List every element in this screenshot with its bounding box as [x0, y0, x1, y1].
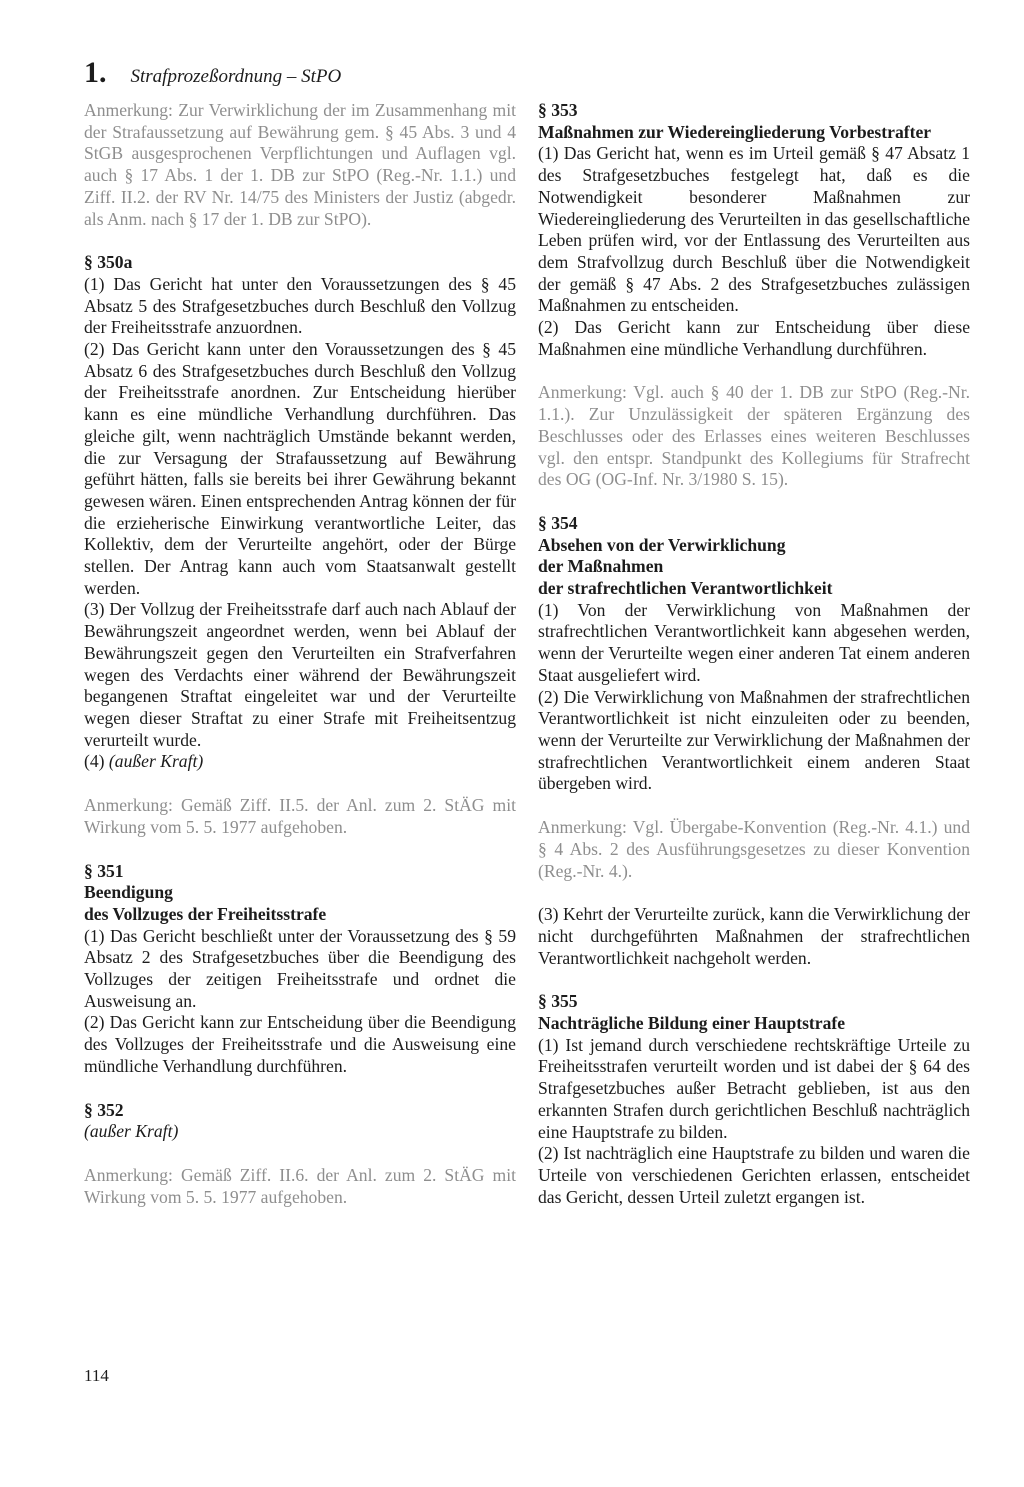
section-353: [538, 100, 970, 360]
paragraph: (1) Ist jemand durch verschiedene rechtskräftige Urteile zu Freiheitsstrafen verurteilt worden und ist dabei der § 64 des Strafgesetzbuches außer Betracht geblieben, ist aus den erkannten Strafen durch gerichtlichen Beschluß nachträglich eine Hauptstrafe zu bilden.: [538, 1034, 970, 1142]
paragraph: (1) Das Gericht hat unter den Voraussetzungen des § 45 Absatz 5 des Strafgesetzbuches durch Beschluß den Vollzug der Freiheitsstrafe anzuordnen.: [84, 273, 516, 338]
chapter-title: Strafprozeßordnung – StPO: [130, 66, 342, 87]
chapter-number: 1.: [84, 56, 107, 89]
paragraph: (1) Das Gericht hat, wenn es im Urteil gemäß § 47 Absatz 1 des Strafgesetzbuches festgelegt hat, daß es die Notwendigkeit besonderer Maßnahmen zur Wiedereingliederung des Verurteilten in das gesellschaftliche Leben prüfen wird, vor der Entlassung des Verurteilten aus dem Strafvollzug durch Beschluß über die Notwendigkeit der gemäß § 47 Abs. 2 des Strafgesetzbuches zulässigen Maßnahmen zu entscheiden.: [538, 143, 970, 316]
paragraph: (2) Das Gericht kann zur Entscheidung über die Beendigung des Vollzuges der Freiheitsstrafe und die Ausweisung eine mündliche Verhandlung durchführen.: [84, 1012, 516, 1076]
paragraph: (3) Der Vollzug der Freiheitsstrafe darf auch nach Ablauf der Bewährungszeit angeordnet werden, wenn bei Ablauf der Bewährungszeit gegen den Verurteilten ein Strafverfahren wegen des Verdachts einer während der Bewährungszeit begangenen Straftat eingeleitet war und der Verurteilte wegen dieser Straftat zu einer Strafe mit Freiheitsentzug verurteilt wurde.: [84, 599, 516, 750]
right-column: [538, 100, 970, 1230]
paragraph: [84, 751, 516, 773]
paragraph: (2) Die Verwirklichung von Maßnahmen der strafrechtlichen Verantwortlichkeit ist nicht einzuleiten oder zu beenden, wenn der Verurteilte zur Verwirklichung der Maßnahmen der strafrechtlichen Verantwortlichkeit einem anderen Staat übergeben wird.: [538, 686, 970, 794]
repealed-text: (außer Kraft): [108, 751, 204, 772]
section-title: Maßnahmen zur Wiedereingliederung Vorbestrafter: [538, 121, 932, 142]
section-352: [84, 1100, 516, 1143]
section-number: § 352: [84, 1099, 124, 1120]
section-350a: [84, 252, 516, 773]
annotation-note: Anmerkung: Gemäß Ziff. II.5. der Anl. zum 2. StÄG mit Wirkung vom 5. 5. 1977 aufgehoben.: [84, 795, 516, 837]
paragraph-number: (4): [84, 751, 105, 772]
section-354: [538, 513, 970, 795]
section-title: Nachträgliche Bildung einer Hauptstrafe: [538, 1013, 846, 1034]
repealed-text: (außer Kraft): [84, 1121, 179, 1142]
page-number: 114: [84, 1366, 109, 1385]
section-351: [84, 861, 516, 1078]
section-355: [538, 991, 970, 1208]
section-title: der strafrechtlichen Verantwortlichkeit: [538, 578, 833, 599]
section-number: § 350a: [84, 252, 133, 273]
paragraph: (1) Das Gericht beschließt unter der Voraussetzung des § 59 Absatz 2 des Strafgesetzbuches über die Beendigung des Vollzuges der zeitigen Freiheitsstrafe und ordnet die Ausweisung an.: [84, 925, 516, 1011]
annotation-note: Anmerkung: Zur Verwirklichung der im Zusammenhang mit der Strafaussetzung auf Bewährung gem. § 45 Abs. 3 und 4 StGB ausgesprochenen Verpflichtungen und Auflagen vgl. auch § 17 Abs. 1 der 1. DB zur StPO (Reg.-Nr. 1.1.) und Ziff. II.2. der RV Nr. 14/75 des Ministers der Justiz (abgedr. als Anm. nach § 17 der 1. DB zur StPO).: [84, 100, 516, 229]
paragraph: (3) Kehrt der Verurteilte zurück, kann die Verwirklichung der nicht durchgeführten Maßnahmen der strafrechtlichen Verantwortlichkeit nachgeholt werden.: [538, 904, 970, 968]
page-header: [84, 56, 341, 90]
section-title: des Vollzuges der Freiheitsstrafe: [84, 903, 327, 924]
section-number: § 351: [84, 860, 124, 881]
section-number: § 355: [538, 991, 578, 1012]
section-number: § 354: [538, 512, 578, 533]
paragraph: (1) Von der Verwirklichung von Maßnahmen der strafrechtlichen Verantwortlichkeit kann abgesehen werden, wenn der Verurteilte wegen einer anderen Tat einem anderen Staat ausgeliefert wird.: [538, 599, 970, 685]
left-column: [84, 100, 516, 1230]
paragraph: (2) Ist nachträglich eine Hauptstrafe zu bilden und waren die Urteile von verschiedenen Gerichten erlassen, entscheidet das Gericht, dessen Urteil zuletzt ergangen ist.: [538, 1143, 970, 1207]
section-title: Beendigung: [84, 882, 173, 903]
annotation-note: Anmerkung: Vgl. auch § 40 der 1. DB zur StPO (Reg.-Nr. 1.1.). Zur Unzulässigkeit der späteren Ergänzung des Beschlusses oder des Erlasses eines weiteren Beschlusses vgl. den entspr. Standpunkt des Kollegiums für Strafrecht des OG (OG-Inf. Nr. 3/1980 S. 15).: [538, 382, 970, 490]
section-title: der Maßnahmen: [538, 556, 664, 577]
section-number: § 353: [538, 100, 578, 120]
annotation-note: Anmerkung: Gemäß Ziff. II.6. der Anl. zum 2. StÄG mit Wirkung vom 5. 5. 1977 aufgehoben.: [84, 1164, 516, 1207]
annotation-note: Anmerkung: Vgl. Übergabe-Konvention (Reg.-Nr. 4.1.) und § 4 Abs. 2 des Ausführungsgesetzes zu dieser Konvention (Reg.-Nr. 4.).: [538, 817, 970, 881]
section-title: Absehen von der Verwirklichung: [538, 534, 786, 555]
paragraph: (2) Das Gericht kann zur Entscheidung über diese Maßnahmen eine mündliche Verhandlung durchführen.: [538, 317, 970, 359]
paragraph: (2) Das Gericht kann unter den Voraussetzungen des § 45 Absatz 6 des Strafgesetzbuches durch Beschluß den Vollzug der Freiheitsstrafe anordnen. Zur Entscheidung hierüber kann es eine mündliche Verhandlung durchführen. Das gleiche gilt, wenn nachträglich Umstände bekannt werden, die zur Versagung der Strafaussetzung auf Bewährung geführt hätten, falls sie bereits bei ihrer Gewährung bekannt gewesen wären. Einen entsprechenden Antrag können der für die erzieherische Einwirkung verantwortliche Leiter, das Kollektiv, dem der Verurteilte angehört, oder der Bürge stellen. Der Antrag kann auch vom Staatsanwalt gestellt werden.: [84, 339, 516, 598]
